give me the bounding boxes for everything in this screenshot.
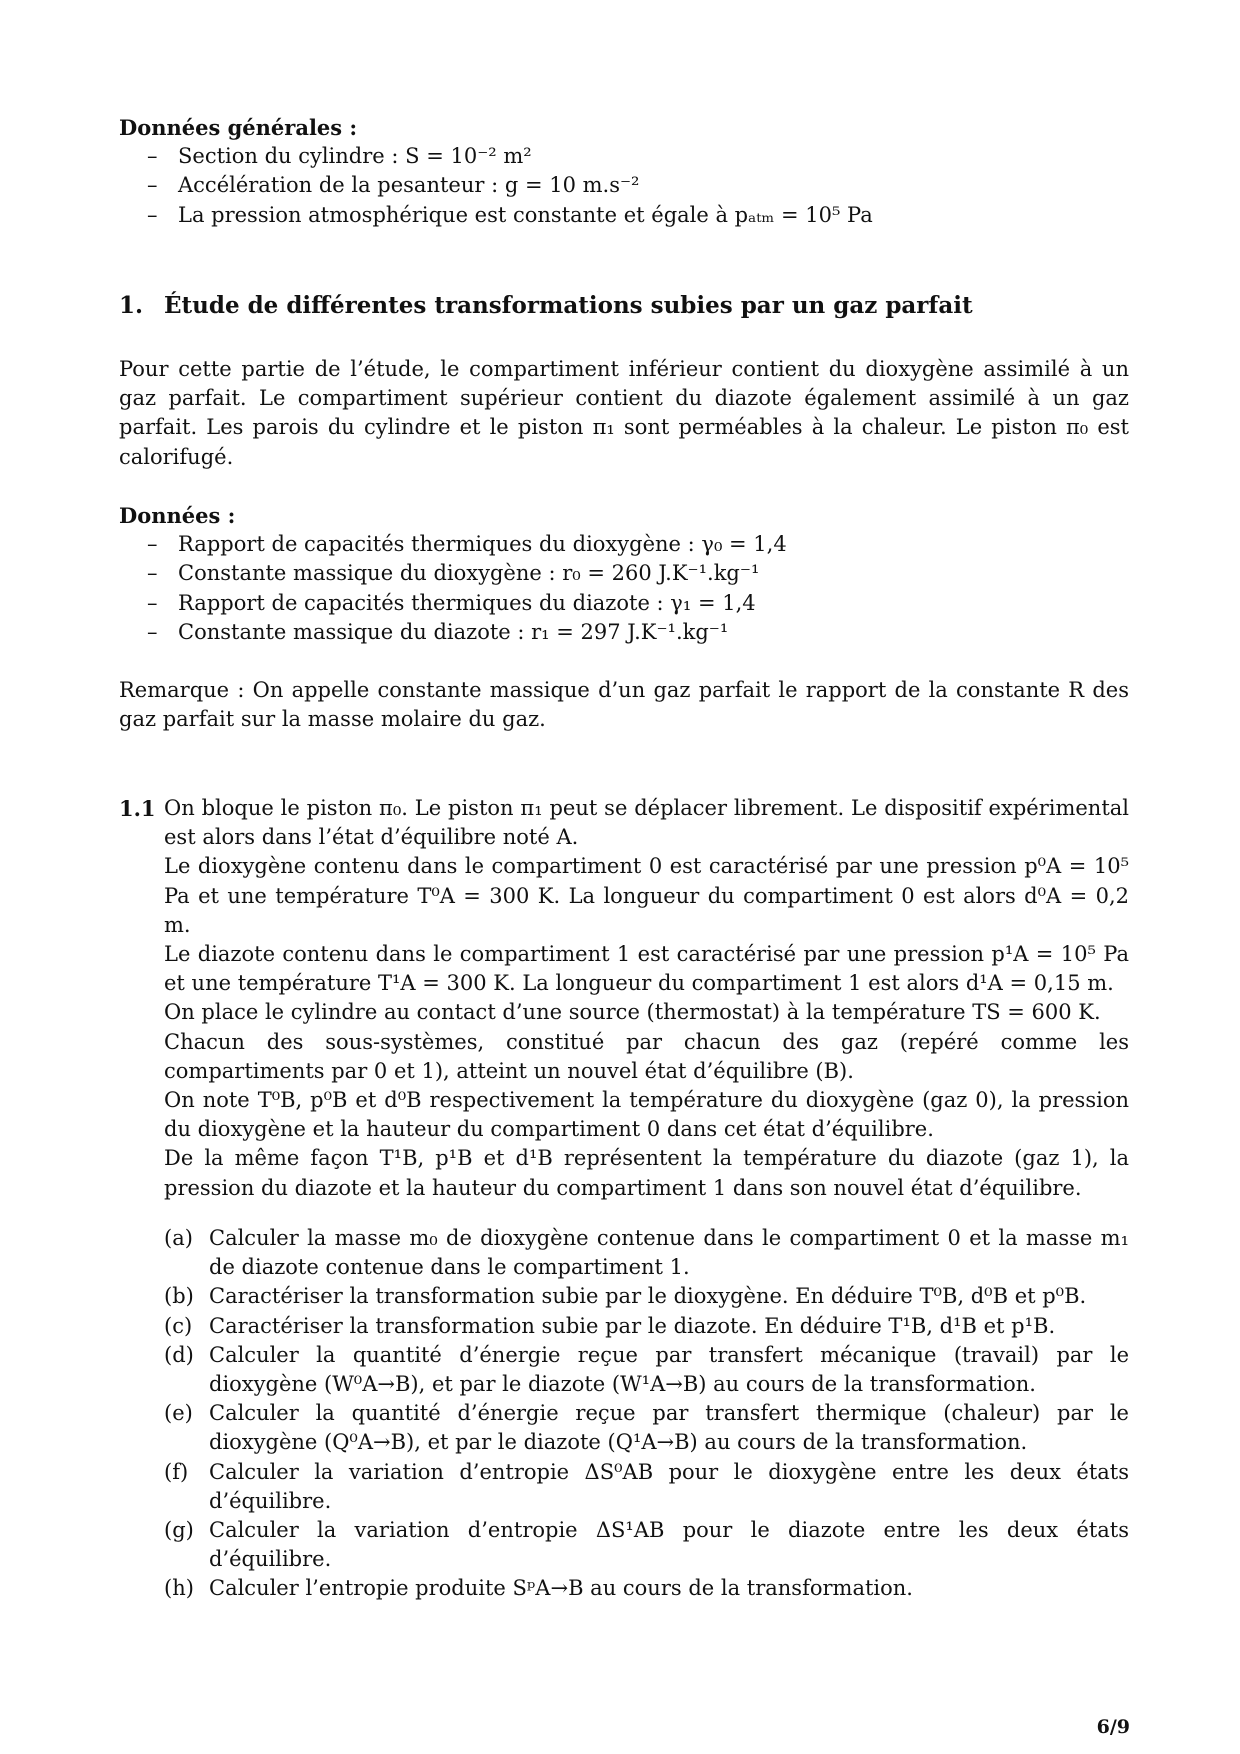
- data-list: [119, 530, 1129, 647]
- question-paragraph: Le diazote contenu dans le compartiment 1 est caractérisé par une pression p¹A = 10⁵ Pa et une température T¹A = 300 K. La longueur du compartiment 1 est alors d¹A = 0,15 m.: [164, 942, 1129, 996]
- subquestion-d: [119, 1341, 1129, 1399]
- list-item: – Rapport de capacités thermiques du diazote : γ₁ = 1,4: [119, 589, 1129, 618]
- list-item: – La pression atmosphérique est constante et égale à pₐₜₘ = 10⁵ Pa: [119, 201, 1129, 230]
- question-paragraph: On place le cylindre au contact d’une source (thermostat) à la température TS = 600 K.: [164, 1000, 1101, 1025]
- subquestion-label: (d): [164, 1342, 194, 1367]
- list-item: – Constante massique du dioxygène : r₀ = 260 J.K⁻¹.kg⁻¹: [119, 559, 1129, 588]
- question-paragraph: De la même façon T¹B, p¹B et d¹B représentent la température du diazote (gaz 1), la pression du diazote et la hauteur du compartiment 1 dans son nouvel état d’équilibre.: [164, 1146, 1129, 1200]
- subquestion-label: (h): [164, 1576, 194, 1601]
- subquestion-text: Caractériser la transformation subie par le dioxygène. En déduire T⁰B, d⁰B et p⁰B.: [209, 1284, 1087, 1309]
- subquestion-label: (c): [164, 1313, 193, 1338]
- subquestion-c: [119, 1312, 1129, 1341]
- list-item: – Section du cylindre : S = 10⁻² m²: [119, 142, 1129, 171]
- section-intro: Pour cette partie de l’étude, le compartiment inférieur contient du dioxygène assimilé à un gaz parfait. Le compartiment supérieur contient du diazote également assimilé à un gaz parfait. Les parois du cylindre et le piston π₁ sont perméables à la chaleur. Le piston π₀ est calorifugé.: [119, 357, 1129, 469]
- general-data-list: [119, 142, 1129, 230]
- subquestion-a: [119, 1224, 1129, 1282]
- section-number: 1.: [119, 292, 144, 319]
- subquestion-label: (g): [164, 1518, 194, 1543]
- subquestions: [119, 1224, 1129, 1604]
- subquestion-label: (a): [164, 1226, 193, 1250]
- data-section: [119, 501, 1129, 647]
- subquestion-h: [119, 1574, 1129, 1603]
- subquestion-f: [119, 1458, 1129, 1516]
- subquestion-b: [119, 1282, 1129, 1311]
- subquestion-e: [119, 1399, 1129, 1457]
- general-data-title: Données générales :: [119, 115, 358, 140]
- subquestion-text: Calculer la variation d’entropie ΔS¹AB pour le diazote entre les deux états d’équilibre.: [209, 1518, 1129, 1572]
- list-item: – Rapport de capacités thermiques du dioxygène : γ₀ = 1,4: [119, 530, 1129, 559]
- subquestion-text: Calculer l’entropie produite SᵖA→B au cours de la transformation.: [209, 1576, 913, 1601]
- section-heading: [119, 291, 1129, 320]
- subquestion-g: [119, 1516, 1129, 1574]
- general-data-section: [119, 113, 1129, 230]
- remark: Remarque : On appelle constante massique d’un gaz parfait le rapport de la constante R des gaz parfait sur la masse molaire du gaz.: [119, 678, 1129, 732]
- subquestion-text: Caractériser la transformation subie par le diazote. En déduire T¹B, d¹B et p¹B.: [209, 1313, 1056, 1338]
- question-paragraph: Chacun des sous-systèmes, constitué par chacun des gaz (repéré comme les compartiments par 0 et 1), atteint un nouvel état d’équilibre (B).: [164, 1029, 1129, 1083]
- data-title: Données :: [119, 503, 236, 528]
- subquestion-text: Calculer la quantité d’énergie reçue par transfert mécanique (travail) par le dioxygène (W⁰A→B), et par le diazote (W¹A→B) au cours de la transformation.: [209, 1342, 1129, 1397]
- question-paragraph: Le dioxygène contenu dans le compartiment 0 est caractérisé par une pression p⁰A = 10⁵ Pa et une température T⁰A = 300 K. La longueur du compartiment 0 est alors d⁰A = 0,2 m.: [164, 854, 1129, 937]
- question-paragraph: On note T⁰B, p⁰B et d⁰B respectivement la température du dioxygène (gaz 0), la pression du dioxygène et la hauteur du compartiment 0 dans cet état d’équilibre.: [164, 1088, 1129, 1142]
- section-title: Étude de différentes transformations subies par un gaz parfait: [164, 292, 973, 319]
- subquestion-text: Calculer la masse m₀ de dioxygène contenue dans le compartiment 0 et la masse m₁ de diazote contenue dans le compartiment 1.: [209, 1226, 1129, 1280]
- page-number: 6/9: [1096, 1716, 1130, 1738]
- subquestion-label: (f): [164, 1459, 189, 1484]
- question-1-1: [119, 794, 1129, 1203]
- subquestion-label: (b): [164, 1284, 194, 1309]
- question-number: 1.1: [119, 796, 156, 821]
- list-item: – Accélération de la pesanteur : g = 10 m.s⁻²: [119, 171, 1129, 200]
- question-paragraph: On bloque le piston π₀. Le piston π₁ peut se déplacer librement. Le dispositif expérimental est alors dans l’état d’équilibre noté A.: [164, 796, 1129, 850]
- subquestion-text: Calculer la quantité d’énergie reçue par transfert thermique (chaleur) par le dioxygène (Q⁰A→B), et par le diazote (Q¹A→B) au cours de la transformation.: [209, 1401, 1129, 1455]
- subquestion-label: (e): [164, 1401, 193, 1426]
- subquestion-text: Calculer la variation d’entropie ΔS⁰AB pour le dioxygène entre les deux états d’équilibre.: [209, 1459, 1129, 1513]
- list-item: – Constante massique du diazote : r₁ = 297 J.K⁻¹.kg⁻¹: [119, 618, 1129, 647]
